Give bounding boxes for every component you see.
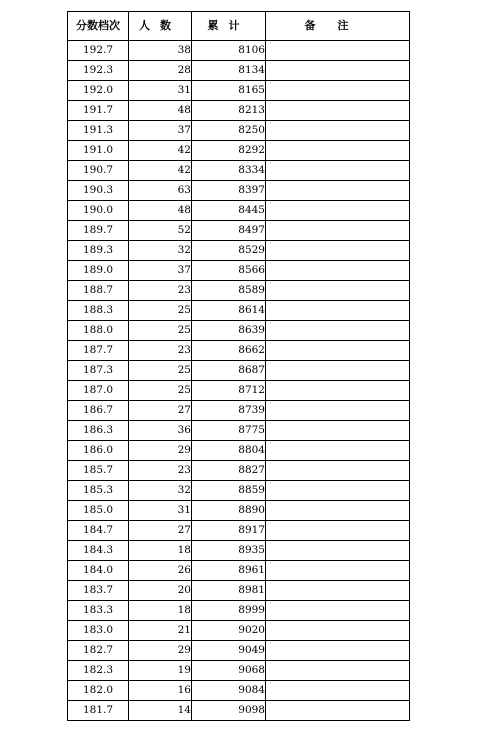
table-row [68, 461, 410, 481]
note-cell [266, 181, 410, 201]
table-row [68, 381, 410, 401]
cumulative-cell: 9084 [192, 681, 266, 701]
score-cell: 183.7 [68, 581, 129, 601]
cumulative-cell: 8712 [192, 381, 266, 401]
score-cell: 186.0 [68, 441, 129, 461]
cumulative-cell: 8890 [192, 501, 266, 521]
note-cell [266, 681, 410, 701]
score-cell: 190.7 [68, 161, 129, 181]
count-cell: 25 [129, 321, 192, 341]
note-cell [266, 601, 410, 621]
cumulative-cell: 8961 [192, 561, 266, 581]
count-cell: 27 [129, 521, 192, 541]
table-header [68, 12, 410, 41]
cumulative-cell: 9068 [192, 661, 266, 681]
cumulative-cell: 8397 [192, 181, 266, 201]
score-cell: 188.3 [68, 301, 129, 321]
count-cell: 23 [129, 461, 192, 481]
note-cell [266, 501, 410, 521]
table-row [68, 701, 410, 721]
table-row [68, 341, 410, 361]
cumulative-cell: 8614 [192, 301, 266, 321]
count-cell: 18 [129, 541, 192, 561]
table-row [68, 361, 410, 381]
cumulative-cell: 8106 [192, 41, 266, 61]
table-row [68, 201, 410, 221]
table-row [68, 81, 410, 101]
header-cumulative: 累计 [192, 12, 266, 41]
count-cell: 25 [129, 361, 192, 381]
note-cell [266, 301, 410, 321]
count-cell: 63 [129, 181, 192, 201]
table-row [68, 41, 410, 61]
table-row [68, 321, 410, 341]
note-cell [266, 441, 410, 461]
cumulative-cell: 8134 [192, 61, 266, 81]
score-cell: 188.7 [68, 281, 129, 301]
score-cell: 183.3 [68, 601, 129, 621]
cumulative-cell: 8165 [192, 81, 266, 101]
count-cell: 52 [129, 221, 192, 241]
cumulative-cell: 8859 [192, 481, 266, 501]
score-cell: 186.7 [68, 401, 129, 421]
score-cell: 184.7 [68, 521, 129, 541]
note-cell [266, 481, 410, 501]
table-row [68, 641, 410, 661]
count-cell: 23 [129, 281, 192, 301]
cumulative-cell: 8687 [192, 361, 266, 381]
count-cell: 23 [129, 341, 192, 361]
table-row [68, 661, 410, 681]
note-cell [266, 161, 410, 181]
header-note: 备注 [266, 12, 410, 41]
table-row [68, 441, 410, 461]
score-cell: 187.0 [68, 381, 129, 401]
cumulative-cell: 9049 [192, 641, 266, 661]
table-row [68, 401, 410, 421]
note-cell [266, 201, 410, 221]
table-row [68, 621, 410, 641]
score-cell: 182.0 [68, 681, 129, 701]
score-cell: 192.0 [68, 81, 129, 101]
cumulative-cell: 8739 [192, 401, 266, 421]
score-cell: 192.7 [68, 41, 129, 61]
note-cell [266, 401, 410, 421]
count-cell: 37 [129, 261, 192, 281]
score-distribution-table [67, 11, 410, 721]
note-cell [266, 281, 410, 301]
note-cell [266, 461, 410, 481]
count-cell: 26 [129, 561, 192, 581]
note-cell [266, 101, 410, 121]
table-row [68, 221, 410, 241]
cumulative-cell: 8250 [192, 121, 266, 141]
score-cell: 187.7 [68, 341, 129, 361]
note-cell [266, 621, 410, 641]
cumulative-cell: 8804 [192, 441, 266, 461]
note-cell [266, 321, 410, 341]
header-row [68, 12, 410, 41]
count-cell: 19 [129, 661, 192, 681]
score-cell: 185.0 [68, 501, 129, 521]
count-cell: 32 [129, 241, 192, 261]
score-cell: 182.7 [68, 641, 129, 661]
score-cell: 192.3 [68, 61, 129, 81]
count-cell: 25 [129, 381, 192, 401]
count-cell: 42 [129, 141, 192, 161]
cumulative-cell: 8292 [192, 141, 266, 161]
note-cell [266, 261, 410, 281]
cumulative-cell: 8566 [192, 261, 266, 281]
cumulative-cell: 8999 [192, 601, 266, 621]
score-cell: 184.3 [68, 541, 129, 561]
cumulative-cell: 8775 [192, 421, 266, 441]
note-cell [266, 341, 410, 361]
table-row [68, 241, 410, 261]
note-cell [266, 61, 410, 81]
note-cell [266, 141, 410, 161]
count-cell: 14 [129, 701, 192, 721]
cumulative-cell: 8662 [192, 341, 266, 361]
cumulative-cell: 8981 [192, 581, 266, 601]
table-row [68, 601, 410, 621]
count-cell: 36 [129, 421, 192, 441]
score-cell: 181.7 [68, 701, 129, 721]
table-row [68, 521, 410, 541]
count-cell: 27 [129, 401, 192, 421]
note-cell [266, 661, 410, 681]
score-cell: 191.7 [68, 101, 129, 121]
score-cell: 185.3 [68, 481, 129, 501]
table-row [68, 481, 410, 501]
note-cell [266, 421, 410, 441]
note-cell [266, 221, 410, 241]
cumulative-cell: 8935 [192, 541, 266, 561]
count-cell: 48 [129, 201, 192, 221]
score-cell: 188.0 [68, 321, 129, 341]
note-cell [266, 701, 410, 721]
table-row [68, 141, 410, 161]
score-cell: 182.3 [68, 661, 129, 681]
score-cell: 183.0 [68, 621, 129, 641]
score-cell: 187.3 [68, 361, 129, 381]
cumulative-cell: 8445 [192, 201, 266, 221]
cumulative-cell: 8497 [192, 221, 266, 241]
cumulative-cell: 8639 [192, 321, 266, 341]
count-cell: 32 [129, 481, 192, 501]
count-cell: 48 [129, 101, 192, 121]
table-row [68, 61, 410, 81]
score-cell: 191.0 [68, 141, 129, 161]
header-count: 人数 [129, 12, 192, 41]
count-cell: 42 [129, 161, 192, 181]
cumulative-cell: 8529 [192, 241, 266, 261]
cumulative-cell: 8589 [192, 281, 266, 301]
cumulative-cell: 9020 [192, 621, 266, 641]
count-cell: 31 [129, 501, 192, 521]
cumulative-cell: 8917 [192, 521, 266, 541]
table-row [68, 261, 410, 281]
count-cell: 20 [129, 581, 192, 601]
count-cell: 21 [129, 621, 192, 641]
note-cell [266, 241, 410, 261]
table-row [68, 281, 410, 301]
score-cell: 189.7 [68, 221, 129, 241]
count-cell: 16 [129, 681, 192, 701]
note-cell [266, 41, 410, 61]
table-row [68, 121, 410, 141]
note-cell [266, 121, 410, 141]
count-cell: 28 [129, 61, 192, 81]
note-cell [266, 561, 410, 581]
cumulative-cell: 9098 [192, 701, 266, 721]
table-row [68, 101, 410, 121]
table-row [68, 501, 410, 521]
table-row [68, 541, 410, 561]
cumulative-cell: 8827 [192, 461, 266, 481]
table-row [68, 181, 410, 201]
table-row [68, 681, 410, 701]
note-cell [266, 381, 410, 401]
header-score: 分数档次 [68, 12, 129, 41]
table-row [68, 561, 410, 581]
cumulative-cell: 8334 [192, 161, 266, 181]
note-cell [266, 361, 410, 381]
note-cell [266, 521, 410, 541]
score-cell: 185.7 [68, 461, 129, 481]
count-cell: 31 [129, 81, 192, 101]
table-row [68, 161, 410, 181]
count-cell: 18 [129, 601, 192, 621]
note-cell [266, 81, 410, 101]
count-cell: 29 [129, 441, 192, 461]
table-body [68, 41, 410, 721]
note-cell [266, 641, 410, 661]
score-cell: 189.0 [68, 261, 129, 281]
count-cell: 38 [129, 41, 192, 61]
score-cell: 190.0 [68, 201, 129, 221]
count-cell: 37 [129, 121, 192, 141]
count-cell: 25 [129, 301, 192, 321]
table-row [68, 301, 410, 321]
score-cell: 186.3 [68, 421, 129, 441]
score-cell: 191.3 [68, 121, 129, 141]
count-cell: 29 [129, 641, 192, 661]
table-row [68, 421, 410, 441]
score-cell: 189.3 [68, 241, 129, 261]
score-cell: 190.3 [68, 181, 129, 201]
cumulative-cell: 8213 [192, 101, 266, 121]
note-cell [266, 581, 410, 601]
note-cell [266, 541, 410, 561]
score-cell: 184.0 [68, 561, 129, 581]
table-row [68, 581, 410, 601]
